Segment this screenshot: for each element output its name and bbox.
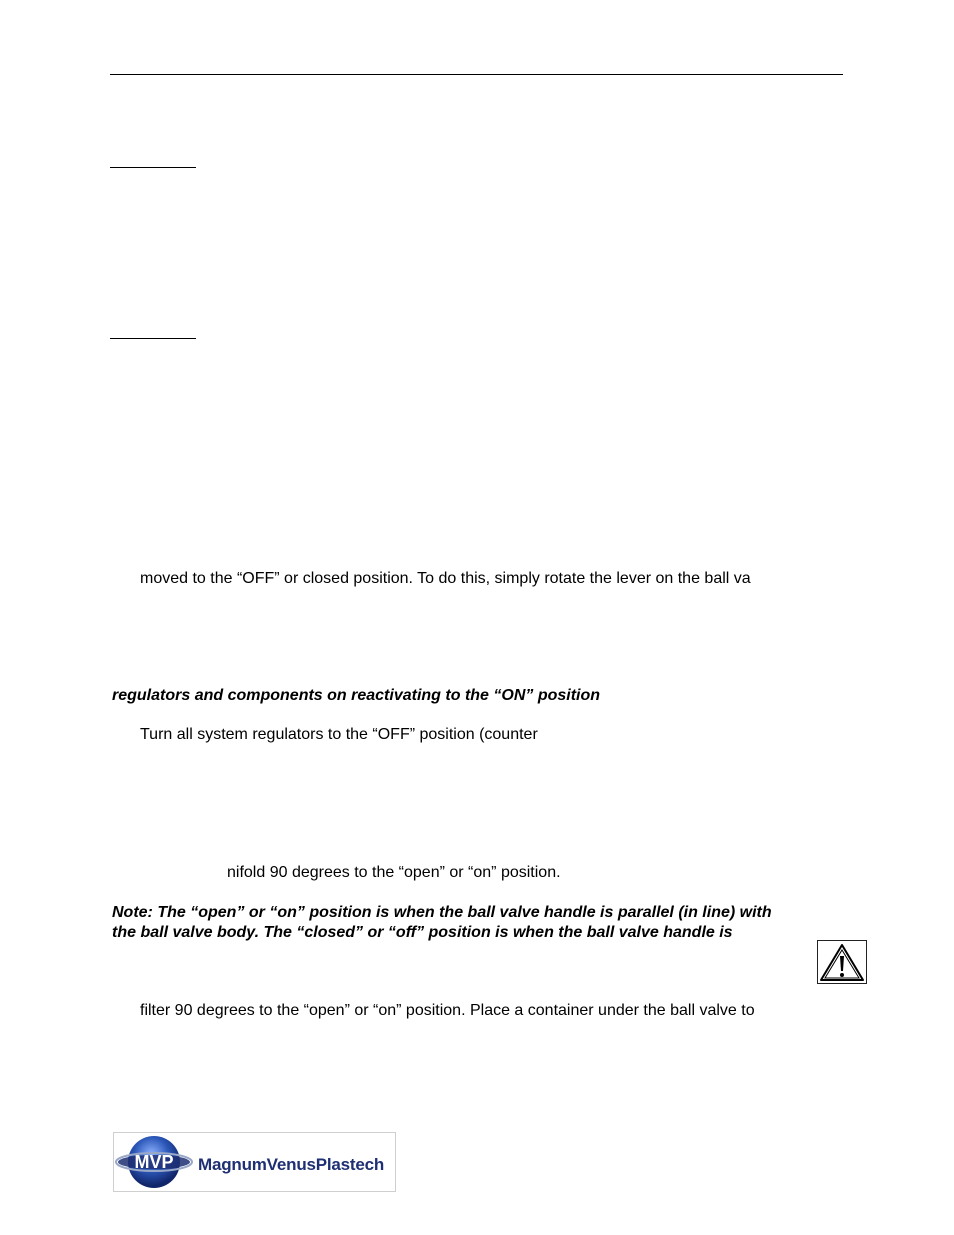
mvp-logo xyxy=(114,1133,198,1191)
company-logo xyxy=(113,1132,396,1192)
logo-company-name: MagnumVenusPlastech xyxy=(198,1155,385,1174)
regulators-emphasis: regulators and components on reactivating to the “ON” position xyxy=(112,687,601,704)
note-line-1: Note: The “open” or “on” position is when the ball valve handle is parallel (in line) with xyxy=(112,904,772,921)
body-line-manifold: nifold 90 degrees to the “open” or “on” position. xyxy=(227,864,561,881)
body-line-filter: filter 90 degrees to the “open” or “on” position. Place a container under the ball valve to xyxy=(140,1002,755,1019)
note-line-2: the ball valve body. The “closed” or “off” position is when the ball valve handle is xyxy=(112,924,733,941)
header-rule xyxy=(110,74,843,75)
section-heading-underline-1 xyxy=(110,167,196,168)
section-heading-underline-2 xyxy=(110,338,196,339)
warning-icon xyxy=(818,941,866,983)
warning-icon-box xyxy=(817,940,867,984)
logo-badge-text: MVP xyxy=(134,1152,174,1172)
body-line-ball-valve: moved to the “OFF” or closed position. To do this, simply rotate the lever on the ball va xyxy=(140,570,751,587)
body-line-regulators-off: Turn all system regulators to the “OFF” position (counter xyxy=(140,726,538,743)
